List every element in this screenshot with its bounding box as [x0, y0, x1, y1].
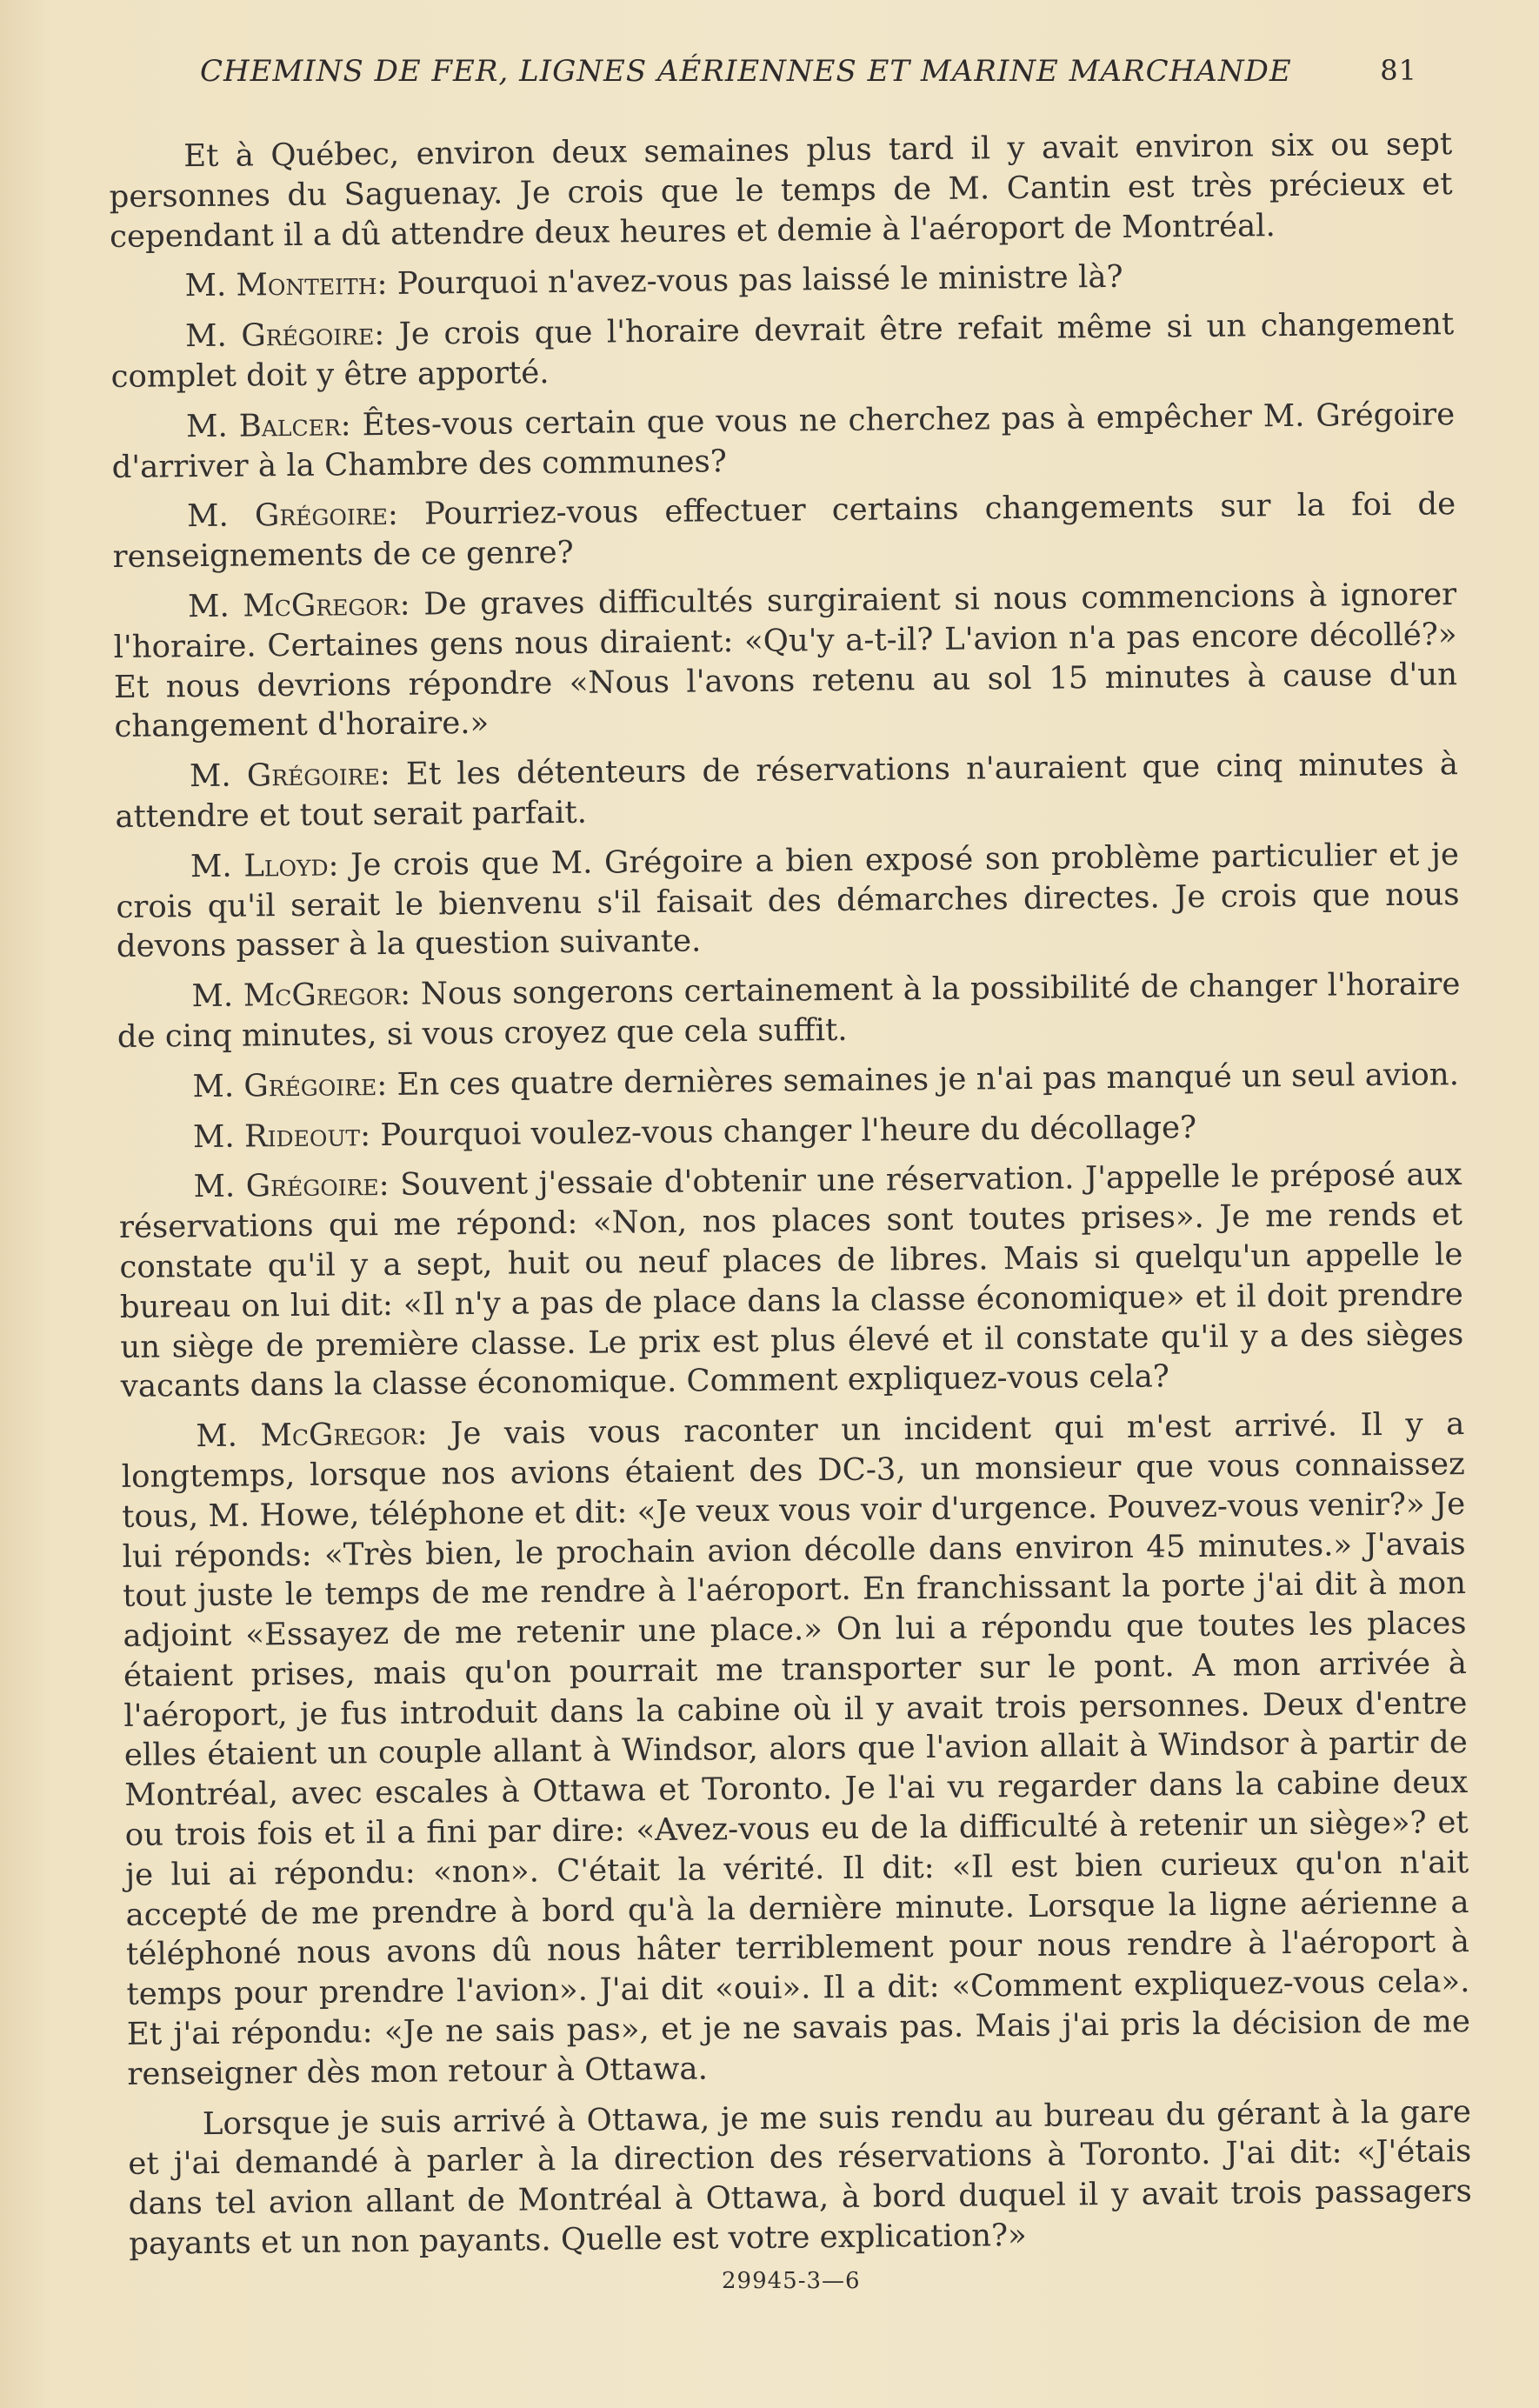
paragraph	[128, 2092, 1473, 2265]
speaker-name: M. Grégoire:	[189, 757, 390, 795]
speaker-name: M. Grégoire:	[186, 497, 399, 535]
paragraph	[117, 964, 1461, 1057]
speaker-name: M. Lloyd:	[190, 847, 339, 884]
paragraph	[121, 1404, 1470, 2094]
paragraph-text: Pourquoi voulez-vous changer l'heure du décollage?	[380, 1109, 1197, 1153]
paragraph-text: Êtes-vous certain que vous ne cherchez pas à empêcher M. Grégoire d'arriver à la Chambre des communes?	[111, 396, 1456, 485]
paragraph-text: Pourquoi n'avez-vous pas laissé le ministre là?	[396, 259, 1123, 303]
speaker-name: M. Balcer:	[185, 407, 351, 444]
paragraph-text: Nous songerons certainement à la possibilité de changer l'horaire de cinq minutes, si vous croyez que cela suffit.	[117, 966, 1461, 1055]
paragraph	[117, 1055, 1461, 1108]
paragraph	[115, 744, 1459, 837]
speaker-name: M. Grégoire:	[193, 1167, 390, 1205]
paragraph-text: Souvent j'essaie d'obtenir une réservation. J'appelle le préposé aux réservations qui me répond: «Non, nos places sont toutes prises». Je me rends et constate qu'il y a sept, huit ou neuf places de libres. Mais si quelqu'un appelle le bureau on lui dit: «Il n'y a pas de place dans la classe économique» et il doit prendre un siège de première classe. Le prix est plus élevé et il constate qu'il y a des sièges vacants dans la classe économique. Comment expliquez-vous cela?	[118, 1157, 1464, 1405]
printer-signature: 29945-3—6	[722, 2268, 861, 2294]
paragraph	[118, 1105, 1462, 1158]
speaker-name: M. McGregor:	[187, 586, 410, 625]
speaker-name: M. Monteith:	[184, 266, 388, 304]
paragraph-text: En ces quatre dernières semaines je n'ai pas manqué un seul avion.	[396, 1056, 1460, 1103]
paragraph-text: Et les détenteurs de réservations n'auraient que cinq minutes à attendre et tout serait parfait.	[115, 746, 1459, 835]
paragraph	[111, 395, 1456, 487]
paragraph	[110, 304, 1455, 397]
paragraph	[113, 575, 1458, 747]
paragraph-text: Et à Québec, environ deux semaines plus tard il y avait environ six ou sept personnes du Saguenay. Je crois que le temps de M. Cantin est très précieux et cependant il a dû attendre deux heures et demie à l'aéroport de Montréal.	[109, 126, 1453, 255]
paragraph	[118, 1155, 1464, 1407]
paragraph	[109, 124, 1453, 257]
paragraph	[116, 835, 1460, 967]
paragraph-text: Je crois que l'horaire devrait être refait même si un changement complet doit y être apporté.	[110, 306, 1455, 395]
paragraph-text: De graves difficultés surgiraient si nous commencions à ignorer l'horaire. Certaines gens nous diraient: «Qu'y a-t-il? L'avion n'a pas encore décollé?» Et nous devrions répondre «Nous l'avons retenu au sol 15 minutes à cause d'un changement d'horaire.»	[113, 577, 1458, 745]
running-head	[200, 54, 1417, 106]
running-head-title: CHEMINS DE FER, LIGNES AÉRIENNES ET MARINE MARCHANDE	[200, 54, 1292, 89]
speaker-name: M. McGregor:	[196, 1416, 428, 1455]
paragraph-text: Je vais vous raconter un incident qui m'est arrivé. Il y a longtemps, lorsque nos avions étaient des DC-3, un monsieur que vous connaissez tous, M. Howe, téléphone et dit: «Je veux vous voir d'urgence. Pouvez-vous venir?» Je lui réponds: «Très bien, le prochain avion décolle dans environ 45 minutes.» J'avais tout juste le temps de me rendre à l'aéroport. En franchissant la porte j'ai dit à mon adjoint «Essayez de me retenir une place.» On lui a répondu que toutes les places étaient prises, mais qu'on pourrait me transporter sur le pont. A mon arrivée à l'aéroport, je fus introduit dans la cabine où il y avait trois personnes. Deux d'entre elles étaient un couple allant à Windsor, alors que l'avion allait à Windsor à partir de Montréal, avec escales à Ottawa et Toronto. Je l'ai vu regarder dans la cabine deux ou trois fois et il a fini par dire: «Avez-vous eu de la difficulté à retenir un siège»? et je lui ai répondu: «non». C'était la vérité. Il dit: «Il est bien curieux qu'on n'ait accepté de me prendre à bord qu'à la dernière minute. Lorsque la ligne aérienne a téléphoné nous avons dû nous hâter terriblement pour nous rendre à l'aéroport à temps pour prendre l'avion». J'ai dit «oui». Il a dit: «Comment expliquez-vous cela». Et j'ai répondu: «Je ne sais pas», et je ne savais pas. Mais j'ai pris la décision de me renseigner dès mon retour à Ottawa.	[121, 1406, 1471, 2092]
body-text	[109, 124, 1473, 2275]
speaker-name: M. Grégoire:	[192, 1066, 388, 1104]
page-number: 81	[1380, 54, 1417, 87]
speaker-name: M. Rideout:	[192, 1117, 371, 1155]
paragraph-text: Je crois que M. Grégoire a bien exposé son problème particulier et je crois qu'il serait le bienvenu s'il faisait des démarches directes. Je crois que nous devons passer à la question suivante.	[116, 836, 1460, 965]
paragraph	[112, 485, 1456, 577]
speaker-name: M. Grégoire:	[185, 317, 385, 355]
paragraph-text: Pourriez-vous effectuer certains changements sur la foi de renseignements de ce genre?	[112, 486, 1456, 576]
speaker-name: M. McGregor:	[191, 976, 411, 1015]
paragraph-text: Lorsque je suis arrivé à Ottawa, je me suis rendu au bureau du gérant à la gare et j'ai demandé à parler à la direction des réservations à Toronto. J'ai dit: «J'étais dans tel avion allant de Montréal à Ottawa, à bord duquel il y avait trois passagers payants et un non payants. Quelle est votre explication?»	[128, 2093, 1472, 2262]
paragraph	[110, 255, 1453, 308]
